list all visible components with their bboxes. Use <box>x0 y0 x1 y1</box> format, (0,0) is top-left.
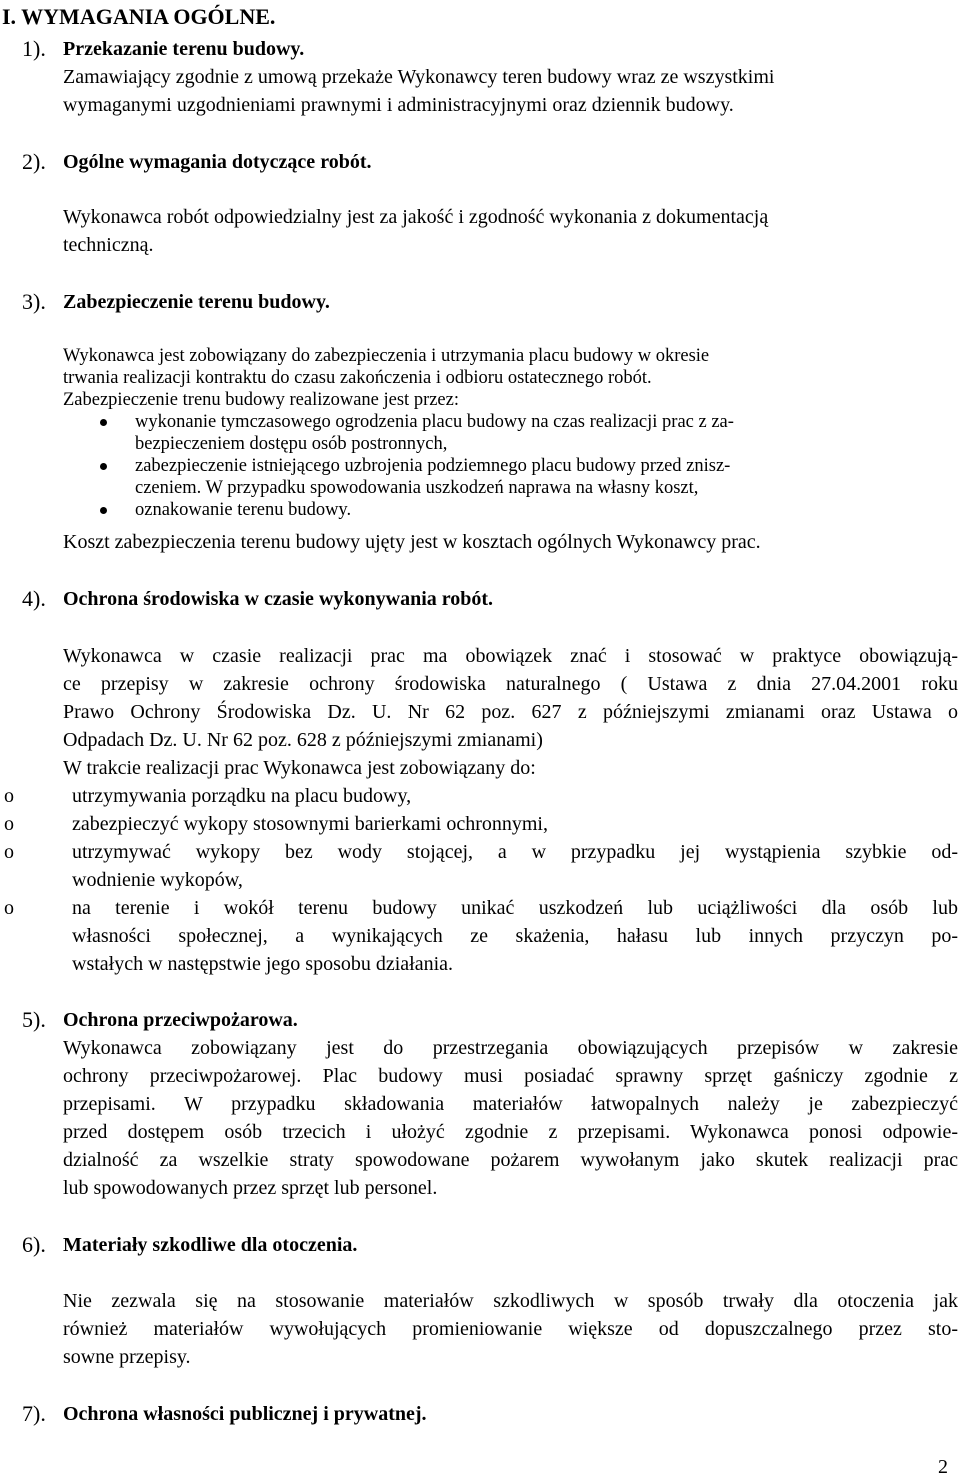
text-line: Zamawiający zgodnie z umową przekaże Wykonawcy teren budowy wraz ze wszystkimi <box>63 66 775 88</box>
o-list <box>0 782 958 978</box>
section-closing-3: Koszt zabezpieczenia terenu budowy ujęty jest w kosztach ogólnych Wykonawcy prac. <box>63 531 761 553</box>
text-line: o na terenie i wokół terenu budowy unikać uszkodzeń lub uciążliwości dla osób lub <box>72 897 958 919</box>
section-heading-6: Materiały szkodliwe dla otoczenia. <box>63 1234 358 1256</box>
list-item <box>0 810 958 838</box>
text-line: Nie zezwala się na stosowanie materiałów szkodliwych w sposób trwały dla otoczenia jak <box>63 1290 958 1312</box>
text-line: ce przepisy w zakresie ochrony środowiska naturalnego ( Ustawa z dnia 27.04.2001 roku <box>63 673 958 695</box>
text-line: Wykonawca zobowiązany jest do przestrzegania obowiązujących przepisów w zakresie <box>63 1037 958 1059</box>
list-item <box>63 499 958 521</box>
section-body-6 <box>63 1287 958 1371</box>
section-heading-4: Ochrona środowiska w czasie wykonywania robót. <box>63 588 494 610</box>
bullet-list <box>63 411 958 521</box>
text-line: Wykonawca w czasie realizacji prac ma obowiązek znać i stosować w praktyce obowiązują- <box>63 645 958 667</box>
section-number-1: 1). <box>22 36 46 61</box>
text-line: Odpadach Dz. U. Nr 62 poz. 628 z późniejszymi zmianami) <box>63 729 543 751</box>
section-body-4 <box>63 642 958 782</box>
section-heading-7: Ochrona własności publicznej i prywatnej. <box>63 1403 427 1425</box>
section-heading-1: Przekazanie terenu budowy. <box>63 38 305 60</box>
text-line: przepisami. W przypadku składowania materiałów łatwopalnych należy je zabezpieczyć <box>63 1093 958 1115</box>
text-line: wstałych w następstwie jego sposobu działania. <box>72 953 454 975</box>
list-item <box>0 782 958 810</box>
text-line: wykonanie tymczasowego ogrodzenia placu budowy na czas realizacji prac z za- <box>135 412 734 432</box>
text-line: Zabezpieczenie trenu budowy realizowane jest przez: <box>63 390 459 410</box>
section-number-4: 4). <box>22 586 46 611</box>
section-heading-2: Ogólne wymagania dotyczące robót. <box>63 151 372 173</box>
section-number-6: 6). <box>22 1232 46 1257</box>
text-line: bezpieczeniem dostępu osób postronnych, <box>135 434 448 454</box>
section-number-3: 3). <box>22 289 46 314</box>
text-line: Wykonawca robót odpowiedzialny jest za jakość i zgodność wykonania z dokumentacją <box>63 206 769 228</box>
section-body-2 <box>63 203 958 259</box>
text-line: W trakcie realizacji prac Wykonawca jest zobowiązany do: <box>63 757 536 779</box>
text-line: sowne przepisy. <box>63 1346 191 1368</box>
section-heading-3: Zabezpieczenie terenu budowy. <box>63 291 330 313</box>
section-number-7: 7). <box>22 1401 46 1426</box>
section-body-5 <box>63 1034 958 1202</box>
text-line: wodnienie wykopów, <box>72 869 243 891</box>
list-item <box>63 411 958 455</box>
text-line: dzialność za wszelkie straty spowodowane pożarem wywołanym jako skutek realizacji prac <box>63 1149 958 1171</box>
text-line: wymaganymi uzgodnieniami prawnymi i administracyjnymi oraz dziennik budowy. <box>63 94 734 116</box>
list-item <box>0 838 958 894</box>
section-number-2: 2). <box>22 149 46 174</box>
list-item <box>0 894 958 978</box>
text-line: Prawo Ochrony Środowiska Dz. U. Nr 62 poz. 627 z późniejszymi zmianami oraz Ustawa o <box>63 701 958 723</box>
text-line: o zabezpieczyć wykopy stosownymi barierkami ochronnymi, <box>72 813 548 835</box>
text-line: o utrzymywania porządku na placu budowy, <box>72 785 412 807</box>
text-line: trwania realizacji kontraktu do czasu zakończenia i odbioru ostatecznego robót. <box>63 368 652 388</box>
text-line: lub spowodowanych przez sprzęt lub personel. <box>63 1177 438 1199</box>
section-number-5: 5). <box>22 1007 46 1032</box>
document-title: I. WYMAGANIA OGÓLNE. <box>2 4 276 29</box>
text-line: czeniem. W przypadku spowodowania uszkodzeń naprawa na własny koszt, <box>135 478 699 498</box>
section-body-1 <box>63 63 958 119</box>
page-number: 2 <box>938 1456 948 1478</box>
section-list-4 <box>63 782 958 978</box>
section-heading-5: Ochrona przeciwpożarowa. <box>63 1009 298 1031</box>
text-line: zabezpieczenie istniejącego uzbrojenia podziemnego placu budowy przed znisz- <box>135 456 731 476</box>
text-line: techniczną. <box>63 234 154 256</box>
text-line: Wykonawca jest zobowiązany do zabezpieczenia i utrzymania placu budowy w okresie <box>63 346 710 366</box>
text-line: o utrzymywać wykopy bez wody stojącej, a w przypadku jej wystąpienia szybkie od- <box>72 841 958 863</box>
text-line: przed dostępem osób trzecich i ułożyć zgodnie z przepisami. Wykonawca ponosi odpowie- <box>63 1121 958 1143</box>
text-line: oznakowanie terenu budowy. <box>135 500 352 520</box>
text-line: ochrony przeciwpożarowej. Plac budowy musi posiadać sprawny sprzęt gaśniczy zgodnie z <box>63 1065 958 1087</box>
text-line: również materiałów wywołujących promieniowanie większe od dopuszczalnego przez sto- <box>63 1318 958 1340</box>
text-line: własności społecznej, a wynikających ze skażenia, hałasu lub innych przyczyn po- <box>72 925 958 947</box>
section-body-3 <box>63 345 958 521</box>
list-item <box>63 455 958 499</box>
